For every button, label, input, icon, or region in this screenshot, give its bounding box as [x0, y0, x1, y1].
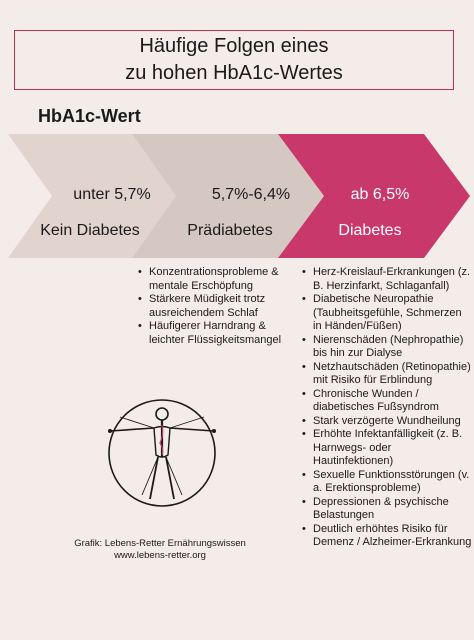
prediabetes-list	[138, 266, 298, 347]
list-item: • Herz-Kreislauf-Erkrankungen (z. B. Herzinfarkt, Schlaganfall)	[302, 266, 472, 293]
list-item: • Deutlich erhöhtes Risiko für Demenz / Alzheimer-Erkrankung	[302, 523, 472, 550]
list-item: • Netzhautschäden (Retinopathie) mit Risiko für Erblindung	[302, 361, 472, 388]
stage-3-range: ab 6,5%	[350, 186, 410, 203]
title-line-2: zu hohen HbA1c-Wertes	[125, 62, 343, 84]
list-item: • Nierenschäden (Nephropathie) bis hin zur Dialyse	[302, 334, 472, 361]
title-line-1: Häufige Folgen eines	[139, 35, 329, 57]
stage-2-label: Prädiabetes	[187, 222, 273, 239]
list-item: • Chronische Wunden / diabetisches Fußsyndrom	[302, 388, 472, 415]
list-item: • Sexuelle Funktionsstörungen (v. a. Erektionsprobleme)	[302, 469, 472, 496]
list-item: • Erhöhte Infektanfälligkeit (z. B. Harnwegs- oder Hautinfektionen)	[302, 428, 472, 469]
hba1c-label: HbA1c-Wert	[38, 106, 141, 126]
stage-1-range: unter 5,7%	[73, 186, 151, 203]
stage-chevrons	[0, 0, 474, 260]
diabetes-list	[302, 266, 472, 550]
list-item: • Konzentrationsprobleme & mentale Erschöpfung	[138, 266, 298, 293]
credit	[60, 538, 260, 562]
list-item: • Häufigerer Harndrang & leichter Flüssigkeitsmangel	[138, 320, 298, 347]
credit-line-1: Grafik: Lebens-Retter Ernährungswissen	[74, 538, 246, 549]
stage-2-range: 5,7%-6,4%	[211, 186, 291, 203]
stage-1-label: Kein Diabetes	[40, 222, 140, 239]
list-item: • Diabetische Neuropathie (Taubheitsgefühle, Schmerzen in Händen/Füßen)	[302, 293, 472, 334]
stage-3-label: Diabetes	[338, 222, 402, 239]
vitruvian-figure-icon	[104, 395, 220, 511]
list-item: • Depressionen & psychische Belastungen	[302, 496, 472, 523]
credit-line-2: www.lebens-retter.org	[114, 550, 206, 561]
list-item: • Stärkere Müdigkeit trotz ausreichendem Schlaf	[138, 293, 298, 320]
list-item: • Stark verzögerte Wundheilung	[302, 415, 472, 429]
